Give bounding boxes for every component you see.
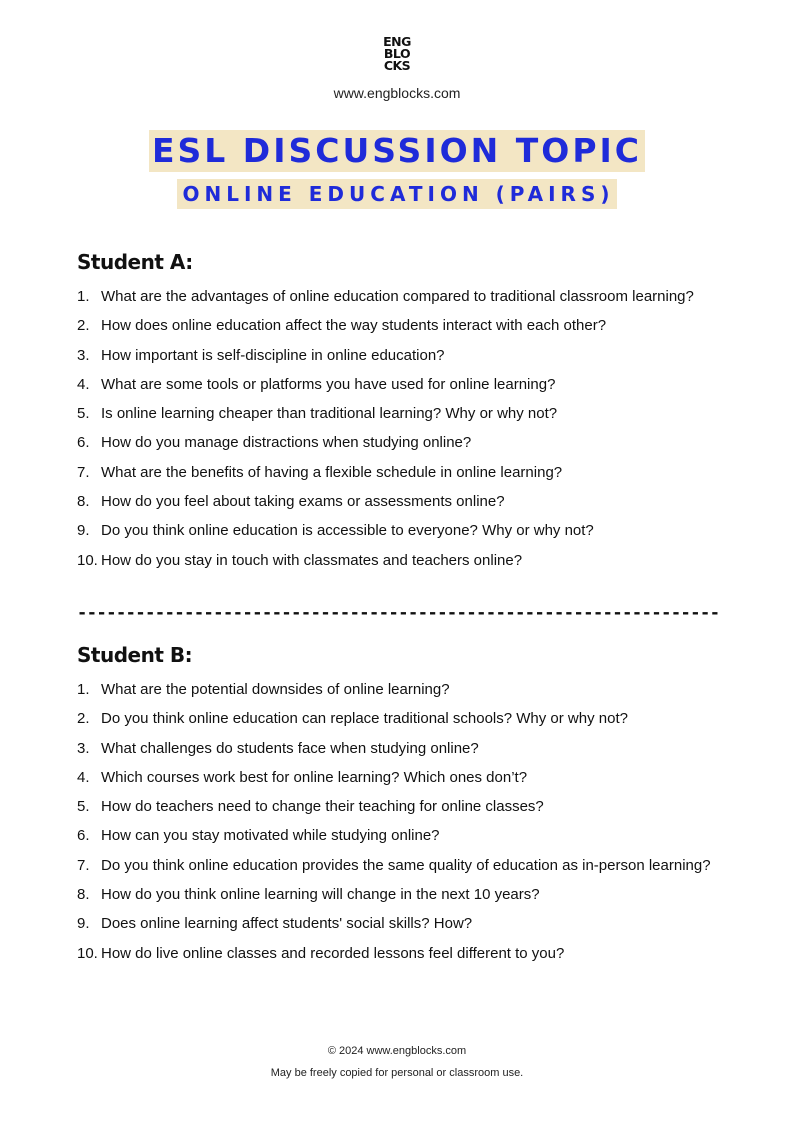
student-b-heading: Student B: <box>77 643 193 667</box>
question-number: 6. <box>77 434 90 452</box>
question-item <box>77 884 717 905</box>
question-text: How do live online classes and recorded lessons feel different to you? <box>101 944 565 962</box>
question-item <box>77 315 717 336</box>
website-link[interactable]: www.engblocks.com <box>333 85 461 101</box>
question-item <box>77 825 717 846</box>
question-item <box>77 796 717 817</box>
question-item <box>77 679 717 700</box>
student-a-question-list <box>77 286 717 579</box>
question-item <box>77 520 717 541</box>
question-number: 4. <box>77 375 90 393</box>
question-item <box>77 855 717 876</box>
page-subtitle: ONLINE EDUCATION (PAIRS) <box>177 179 616 209</box>
question-number: 6. <box>77 827 90 845</box>
question-text: How do you think online learning will change in the next 10 years? <box>101 886 540 904</box>
question-text: What are the advantages of online education compared to traditional classroom learning? <box>101 288 694 305</box>
question-number: 10. <box>77 944 98 962</box>
logo-line: BLO <box>383 46 411 61</box>
question-number: 9. <box>77 522 90 540</box>
student-a-heading: Student A: <box>77 250 193 274</box>
question-text: What are the benefits of having a flexible schedule in online learning? <box>101 463 563 481</box>
question-text: How do teachers need to change their teaching for online classes? <box>101 798 544 816</box>
question-number: 1. <box>77 288 90 305</box>
question-text: What are the potential downsides of online learning? <box>101 681 450 698</box>
question-text: Is online learning cheaper than traditional learning? Why or why not? <box>101 405 558 423</box>
question-item <box>77 345 717 366</box>
student-b-question-list <box>77 679 717 972</box>
question-number: 5. <box>77 798 90 816</box>
page-title: ESL DISCUSSION TOPIC <box>149 130 645 172</box>
question-text: How do you stay in touch with classmates and teachers online? <box>101 551 523 569</box>
question-number: 3. <box>77 739 90 757</box>
question-text: How can you stay motivated while studying online? <box>101 827 440 845</box>
question-number: 8. <box>77 493 90 511</box>
question-text: How important is self-discipline in online education? <box>101 346 445 364</box>
question-item <box>77 432 717 453</box>
question-item <box>77 491 717 512</box>
footer-copyright: © 2024 www.engblocks.com <box>327 1045 467 1057</box>
question-text: Do you think online education is accessible to everyone? Why or why not? <box>101 522 594 540</box>
question-number: 8. <box>77 886 90 904</box>
question-text: Which courses work best for online learning? Which ones don’t? <box>101 768 528 786</box>
question-number: 3. <box>77 346 90 364</box>
question-number: 9. <box>77 915 90 933</box>
question-number: 7. <box>77 856 90 874</box>
question-text: Does online learning affect students' social skills? How? <box>101 915 473 933</box>
question-text: How do you manage distractions when studying online? <box>101 434 472 452</box>
question-item <box>77 708 717 729</box>
question-text: Do you think online education provides the same quality of education as in-person learning? <box>101 856 711 874</box>
question-text: What challenges do students face when studying online? <box>101 739 479 757</box>
question-item <box>77 374 717 395</box>
question-item <box>77 286 717 307</box>
question-item <box>77 913 717 934</box>
engblocks-logo <box>0 36 794 72</box>
question-text: Do you think online education can replace traditional schools? Why or why not? <box>101 710 628 728</box>
question-number: 2. <box>77 317 90 335</box>
question-number: 5. <box>77 405 90 423</box>
logo-line: CKS <box>383 58 411 73</box>
question-item <box>77 738 717 759</box>
question-item <box>77 943 717 964</box>
question-number: 1. <box>77 681 90 698</box>
question-number: 4. <box>77 768 90 786</box>
footer-notice: May be freely copied for personal or classroom use. <box>270 1067 524 1079</box>
question-number: 7. <box>77 463 90 481</box>
section-divider: ------------------------------------------------------------------ <box>77 603 720 623</box>
logo-line: ENG <box>383 34 411 49</box>
question-item <box>77 767 717 788</box>
question-item <box>77 550 717 571</box>
question-number: 10. <box>77 551 98 569</box>
question-item <box>77 462 717 483</box>
question-text: How do you feel about taking exams or assessments online? <box>101 493 505 511</box>
question-item <box>77 403 717 424</box>
question-number: 2. <box>77 710 90 728</box>
question-text: How does online education affect the way students interact with each other? <box>101 317 607 335</box>
question-text: What are some tools or platforms you have used for online learning? <box>101 375 556 393</box>
